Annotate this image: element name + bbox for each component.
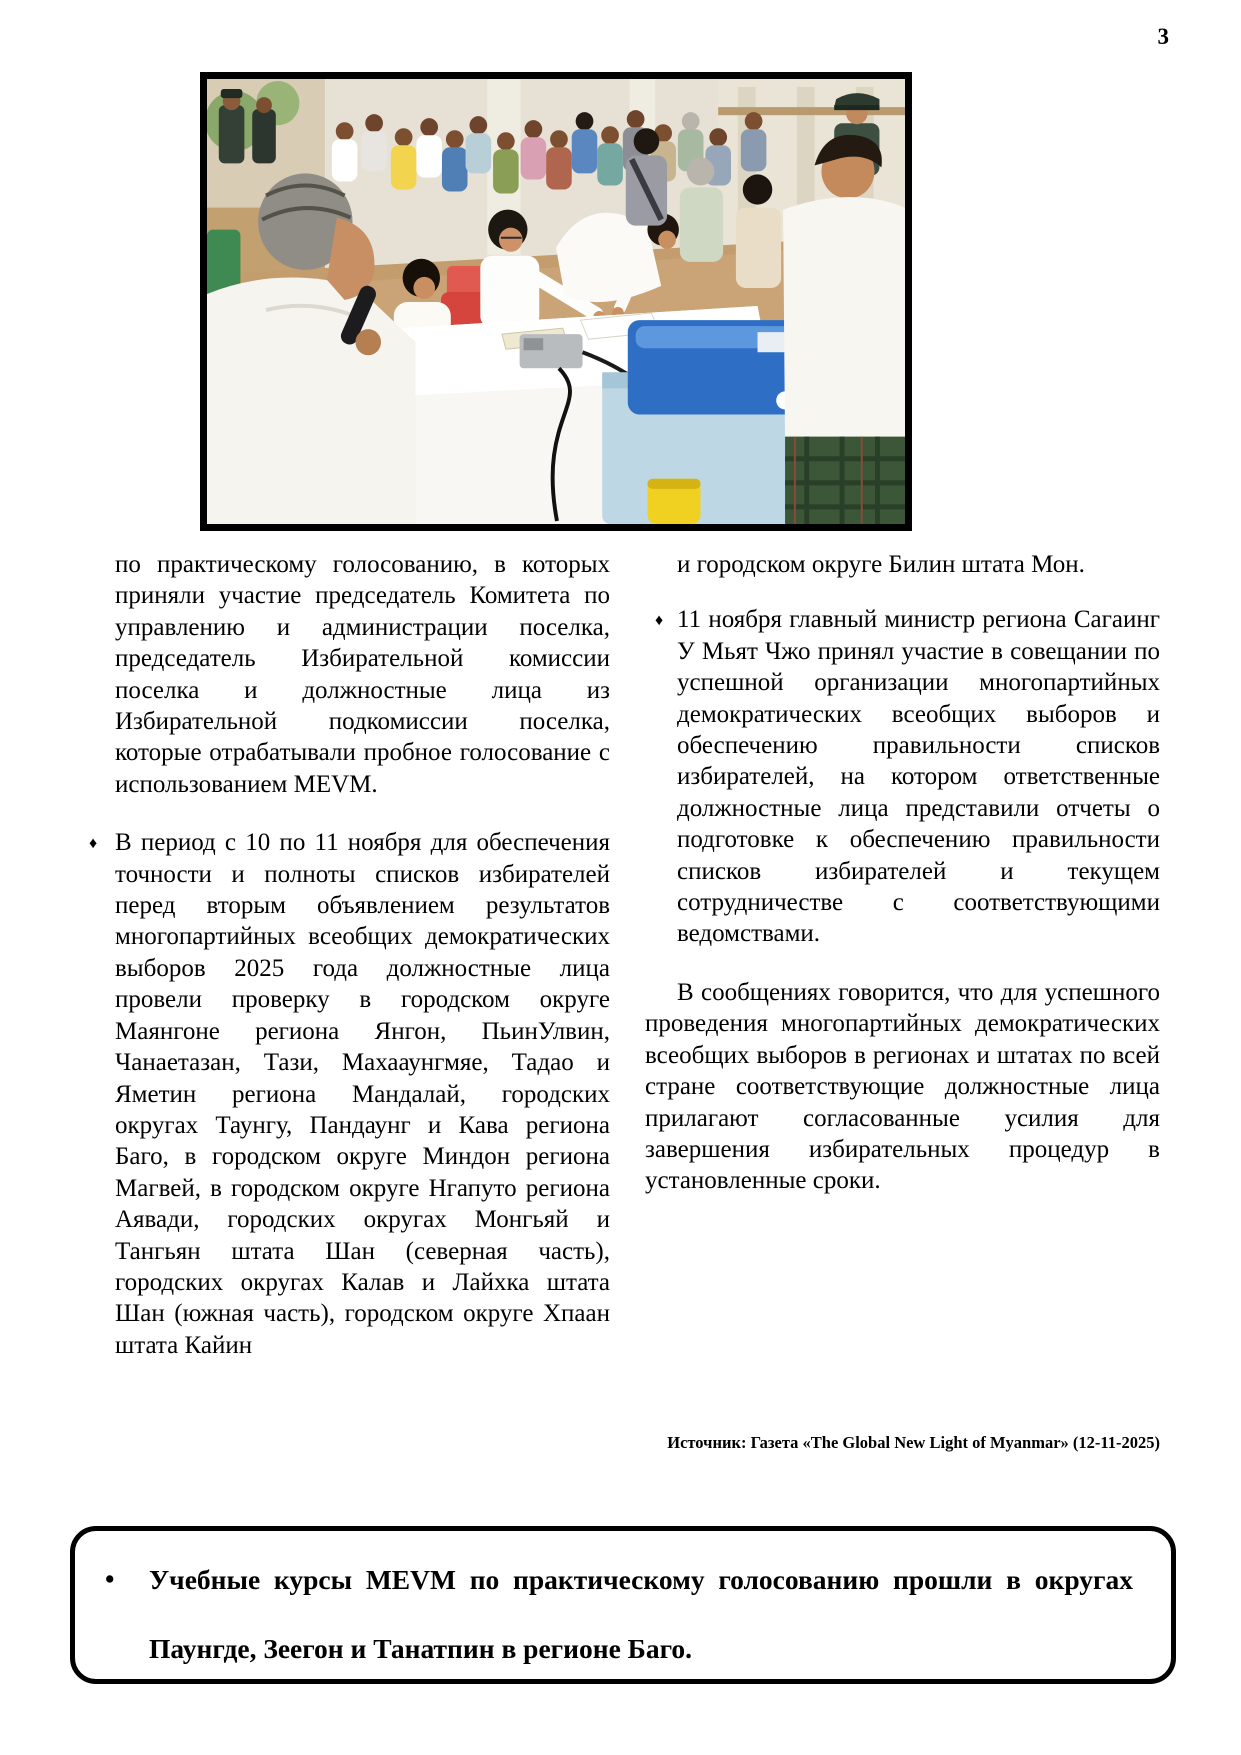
diamond-bullet-icon: ♦ [655, 612, 664, 630]
source-citation: Источник: Газета «The Global New Light of Myanmar» (12-11-2025) [667, 1433, 1160, 1452]
polling-station-illustration [207, 79, 905, 524]
bullet-item-text: 11 ноября главный министр региона Сагаинг У Мьят Чжо принял участие в совещании по успешной организации многопартийных демократических всеобщих выборов и обеспечению правильности списков избирателей, на котором ответственные должностные лица представили отчеты о подготовке к обеспечению правильности списков избирателей и текущем сотрудничестве с соответствующими ведомствами. [677, 606, 1160, 948]
paragraph-continuation-right: и городском округе Билин штата Мон. [677, 551, 1085, 578]
polling-station-photo [200, 72, 912, 531]
highlight-box-text: Учебные курсы MEVM по практическому голосованию прошли в округах Паунгде, Зеегон и Танатпин в регионе Баго. [149, 1564, 1133, 1664]
bullet-item-text: В период с 10 по 11 ноября для обеспечения точности и полноты списков избирателей перед вторым объявлением результатов многопартийных всеобщих демократических выборов 2025 года должностные лица провели проверку в городском округе Маянгоне региона Янгон, ПьинУлвин, Чанаетазан, Тази, Махааунгмяе, Тадао и Яметин региона Мандалай, городских округах Таунгу, Пандаунг и Кава региона Баго, в городском округе Миндон региона Магвей, в городском округе Нгапуто региона Аявади, городских округах Монгьяй и Тангьян штата Шан (северная часть), городских округах Калав и Лайхка штата Шан (южная часть), городском округе Хпаан штата Кайин [115, 829, 610, 1359]
dot-bullet-icon: • [105, 1564, 115, 1594]
closing-paragraph: В сообщениях говорится, что для успешного проведения многопартийных демократических всеобщих выборов в регионах и штатах по всей стране соответствующие должностные лица прилагают согласованные усилия для завершения избирательных процедур в установленные сроки. [645, 978, 1160, 1195]
paragraph-continuation-left: по практическому голосованию, в которых приняли участие председатель Комитета по управлению и администрации поселка, председатель Избирательной комиссии поселка и должностные лица из Избирательной подкомиссии поселка, которые отрабатывали пробное голосование с использованием MEVM. [115, 551, 610, 798]
diamond-bullet-icon: ♦ [89, 835, 98, 853]
bullet-item-right [645, 604, 1160, 949]
page-number: 3 [1157, 24, 1169, 49]
bullet-item-left [87, 827, 610, 1361]
highlight-box [70, 1526, 1176, 1684]
left-column [87, 549, 610, 1388]
right-column [645, 549, 1160, 1197]
